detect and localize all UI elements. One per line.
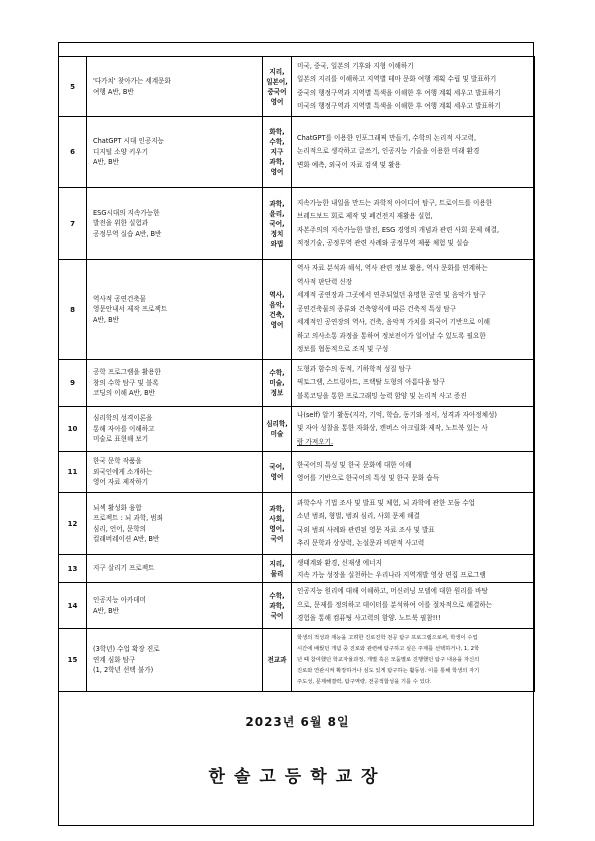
program-description: ChatGPT를 이용한 인포그래픽 만들기, 수학의 논리적 사고력, 논리적으로 생각하고 글쓰기, 인공지능 기술을 이용한 미래 환경 변화 예측, 외국어 자료 검색 및 활용 bbox=[292, 117, 535, 188]
school-name: 한솔고등학교장 bbox=[208, 767, 387, 787]
table-row bbox=[59, 452, 535, 493]
table-row bbox=[59, 583, 535, 629]
program-subjects: 수학, 과학, 국어 bbox=[263, 583, 292, 629]
program-subjects: 과학, 윤리, 국어, 정치 와법 bbox=[263, 188, 292, 260]
row-number: 14 bbox=[59, 583, 87, 629]
row-number: 15 bbox=[59, 629, 87, 692]
row-number: 10 bbox=[59, 407, 87, 452]
program-title: 한국 문학 작품을 외국인에게 소개하는 영어 자료 제작하기 bbox=[87, 452, 263, 493]
program-description: 인공지능 원리에 대해 이해하고, 머신러닝 모델에 대한 원리를 바탕 으로, 문제를 정의하고 데이터를 분석하여 이를 절차적으로 해결하는 경험을 통해 컴퓨팅 사고력의 함양. 노트북 필참!!! bbox=[292, 583, 535, 629]
program-title: 인공지능 아카데미 A반, B반 bbox=[87, 583, 263, 629]
program-title: 역사적 공연건축물 영문안내서 제작 프로젝트 A반, B반 bbox=[87, 260, 263, 360]
program-subjects: 심리학, 미술 bbox=[263, 407, 292, 452]
row-number: 9 bbox=[59, 360, 87, 407]
program-table bbox=[58, 56, 535, 692]
table-row bbox=[59, 117, 535, 188]
program-subjects: 지리, 일본어, 중국어 영어 bbox=[263, 57, 292, 117]
row-number: 5 bbox=[59, 57, 87, 117]
row-number: 12 bbox=[59, 493, 87, 555]
program-description: 도형과 함수의 동적, 기하학적 성질 탐구 픽토그램, 스트링아트, 프랙탈 도형의 아름다움 탐구 블록코딩을 통한 프로그래밍 능력 함양 및 논리적 사고 증진 bbox=[292, 360, 535, 407]
program-title: '다가치' 찾아가는 세계문화 여행 A반, B반 bbox=[87, 57, 263, 117]
program-description: 역사 자료 분석과 해석, 역사 관련 정보 활용, 역사 문화를 연계하는 역사적 판단력 신장 세계적 공연장과 그곳에서 연주되었던 유명한 공연 및 음악가 탐구 공연건축물의 종류와 건축양식에 따른 건축적 특성 탐구 세계적인 공연장의 역사, 건축, 음악적 가치를 외국어 기반으로 이해 하고 의사소통 과정을 통하여 정보전이가 일어날 수 있도록 필요한 정보를 협동적으로 조직 및 구성 bbox=[292, 260, 535, 360]
table-row bbox=[59, 260, 535, 360]
table-row bbox=[59, 360, 535, 407]
program-description: 나(self) 알기 활동(지각, 기억, 학습, 동기와 정서, 성격과 자아정체성) 및 자아 성찰을 통한 자화상, 캔버스 아크릴화 제작, 노트북 있는 사 람 가져오기. bbox=[292, 407, 535, 452]
row-number: 11 bbox=[59, 452, 87, 493]
row-number: 7 bbox=[59, 188, 87, 260]
program-subjects: 전교과 bbox=[263, 629, 292, 692]
table-row bbox=[59, 629, 535, 692]
program-title: (3학년) 수업 확장 진로 연계 심화 탐구 (1, 2학년 선택 불가) bbox=[87, 629, 263, 692]
program-title: 지구 살리기 프로젝트 bbox=[87, 555, 263, 583]
program-title: ChatGPT 시대 인공지능 디지털 소양 키우기 A반, B반 bbox=[87, 117, 263, 188]
program-subjects: 역사, 음악, 건축, 영어 bbox=[263, 260, 292, 360]
program-description: 학생의 적성과 재능을 고려한 진로진학 전공 탐구 프로그램으로써, 학생이 수업 시간에 배웠던 개념 중 진로와 관련해 탐구하고 싶은 주제를 선택하거나, 1, 2학 년 때 참여했던 학교자율과정, 개별 혹은 모둠별로 진행했던 탐구 내용을 자신의 진로와 연관시켜 확장하거나 심도 있게 탐구하는 활동임. 이를 통해 학생의 자기 주도성, 문제해결력, 탐구역량, 전공적합성을 기를 수 있다. bbox=[292, 629, 535, 692]
program-subjects: 과학, 사회, 영어, 국어 bbox=[263, 493, 292, 555]
document-date: 2023년 6월 8일 bbox=[245, 715, 350, 729]
program-subjects: 국어, 영어 bbox=[263, 452, 292, 493]
program-subjects: 수학, 미술, 정보 bbox=[263, 360, 292, 407]
program-title: ESG시대의 지속가능한 발전을 위한 실험과 공정무역 실습 A반, B반 bbox=[87, 188, 263, 260]
row-number: 6 bbox=[59, 117, 87, 188]
row-number: 13 bbox=[59, 555, 87, 583]
program-title: 심리학의 성격이론을 통해 자아를 이해하고 미술로 표현해 보기 bbox=[87, 407, 263, 452]
program-description: 지속가능한 내일을 만드는 과학적 아이디어 탐구, 트로이드를 이용한 브레드보드 회로 제작 및 폐건전지 재활용 실험, 자본주의의 지속가능한 발전, ESG 경영의 개념과 관련 사회 문제 해결, 적정기술, 공정무역 관련 사례와 공정무역 제품 체험 및 실습 bbox=[292, 188, 535, 260]
program-description: 미국, 중국, 일본의 기후와 지형 이해하기 일본의 지리를 이해하고 지역별 테마 문화 여행 계획 수립 및 발표하기 중국의 행정구역과 지역별 특색을 이해한 후 여행 계획 세우고 발표하기 미국의 행정구역과 지역별 특색을 이해한 후 여행 계획 세우고 발표하기 bbox=[292, 57, 535, 117]
table-row bbox=[59, 493, 535, 555]
program-description: 과학수사 기법 조사 및 발표 및 체험, 뇌 과학에 관한 모둠 수업 소년 범죄, 형벌, 범죄 심리, 사회 문제 해결 국외 범죄 사례와 관련된 영문 자료 조사 및 발표 추리 문학과 상상력, 논설문과 비판적 사고력 bbox=[292, 493, 535, 555]
table-row bbox=[59, 57, 535, 117]
table-row bbox=[59, 555, 535, 583]
table-row bbox=[59, 188, 535, 260]
program-description: 한국어의 특성 및 한국 문화에 대한 이해 영어를 기반으로 한국어의 특성 및 한국 문화 습득 bbox=[292, 452, 535, 493]
program-description: 생태계와 환경, 신재생 에너지 지속 가능 성장을 실천하는 우리나라 지역개발 영상 편집 프로그램 bbox=[292, 555, 535, 583]
program-title: 공학 프로그램을 활용한 창의 수학 탐구 및 블록 코딩의 이해 A반, B반 bbox=[87, 360, 263, 407]
program-title: 뇌섹 활성화 융합 프로젝트 : 뇌 과학, 범죄 심리, 언어, 문학의 컬래버레이션 A반, B반 bbox=[87, 493, 263, 555]
row-number: 8 bbox=[59, 260, 87, 360]
program-subjects: 지리, 물리 bbox=[263, 555, 292, 583]
program-subjects: 화학, 수학, 지구 과학, 영어 bbox=[263, 117, 292, 188]
table-row bbox=[59, 407, 535, 452]
